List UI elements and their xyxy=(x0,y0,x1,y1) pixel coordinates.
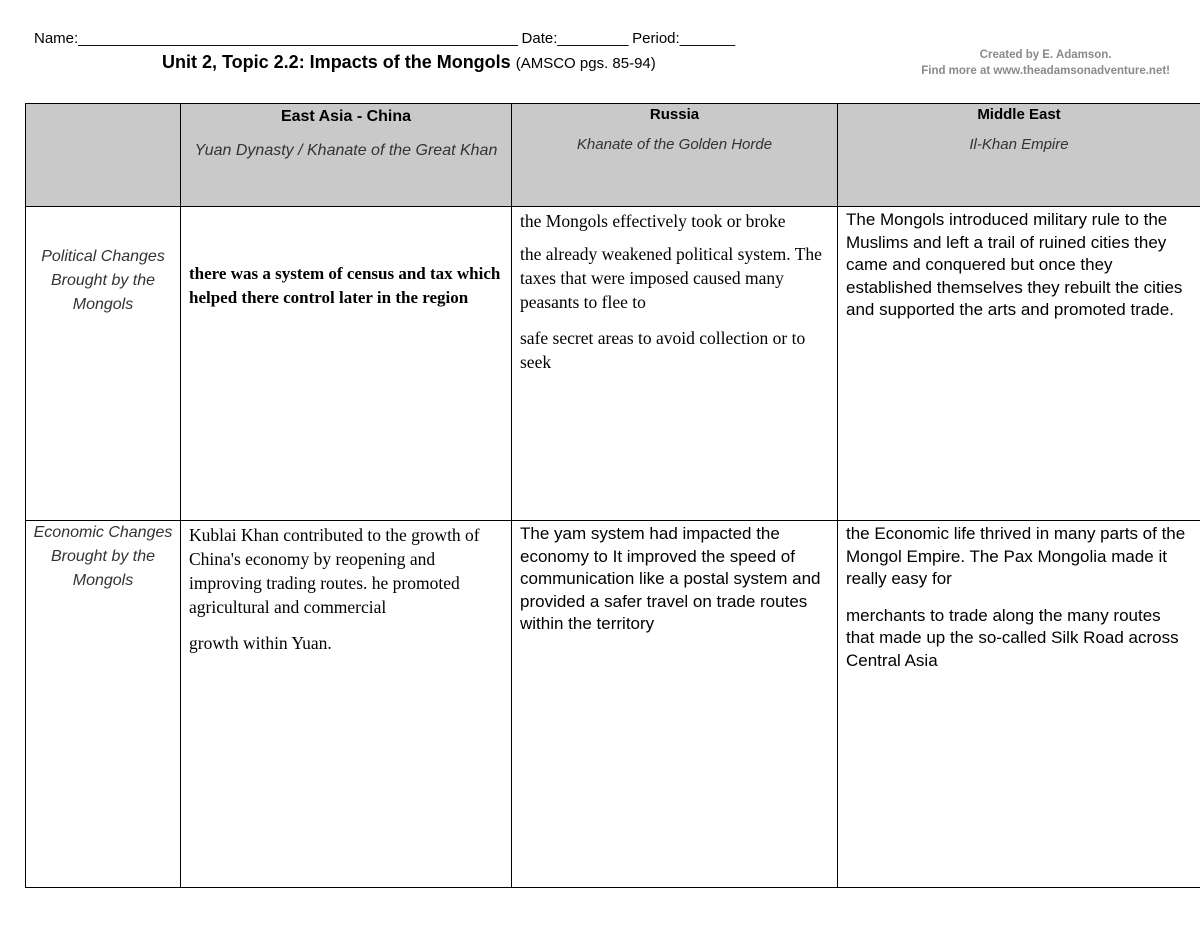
answer-text: safe secret areas to avoid collection or to seek xyxy=(520,328,806,372)
row-label: Economic Changes Brought by the Mongols xyxy=(33,524,173,589)
credit-author: Created by E. Adamson. xyxy=(979,49,1112,61)
column-subtitle: Yuan Dynasty / Khanate of the Great Khan xyxy=(194,142,498,159)
column-header-middle-east xyxy=(838,104,1200,207)
answer-text: the already weakened political system. The taxes that were imposed caused many peasants to flee to xyxy=(520,244,822,312)
student-info-line xyxy=(34,30,735,47)
period-label: Period: xyxy=(632,30,680,47)
answer-text: merchants to trade along the many routes that made up the so-called Silk Road across Central Asia xyxy=(846,605,1179,670)
answer-cell-china-economic[interactable] xyxy=(181,521,512,888)
name-blank[interactable]: ________________________________________________________ xyxy=(78,30,518,47)
column-title: Russia xyxy=(649,106,700,123)
corner-cell xyxy=(26,104,181,207)
column-subtitle: Il-Khan Empire xyxy=(969,136,1069,153)
answer-text: growth within Yuan. xyxy=(189,633,332,653)
column-title: Middle East xyxy=(977,106,1061,123)
answer-cell-middle-east-economic[interactable] xyxy=(838,521,1200,888)
answer-cell-china-political[interactable] xyxy=(181,207,512,521)
answer-text: The Mongols introduced military rule to the Muslims and left a trail of ruined cities they came and conquered but once they established themselves they rebuilt the cities and supported the arts and promoted trade. xyxy=(846,210,1183,319)
row-label-cell xyxy=(26,521,181,888)
page-title xyxy=(162,52,656,73)
credit-website: Find more at www.theadamsonadventure.net! xyxy=(921,65,1170,77)
answer-cell-russia-economic[interactable] xyxy=(512,521,838,888)
column-header-russia xyxy=(512,104,838,207)
column-header-china xyxy=(181,104,512,207)
date-label: Date: xyxy=(521,30,558,47)
row-label: Political Changes Brought by the Mongols xyxy=(41,248,165,313)
title-main: Unit 2, Topic 2.2: Impacts of the Mongols xyxy=(162,52,511,72)
period-blank[interactable]: _______ xyxy=(679,30,735,47)
title-subtitle: (AMSCO pgs. 85-94) xyxy=(515,55,656,72)
name-label: Name: xyxy=(34,30,79,47)
date-blank[interactable]: _________ xyxy=(557,30,628,47)
row-label-cell xyxy=(26,207,181,521)
table-row-economic xyxy=(26,521,1200,888)
table-row-political xyxy=(26,207,1200,521)
answer-cell-russia-political[interactable] xyxy=(512,207,838,521)
comparison-table xyxy=(25,103,1200,888)
answer-text: Kublai Khan contributed to the growth of China's economy by reopening and improving trading routes. he promoted agricultural and commercial xyxy=(189,525,480,617)
credit-note xyxy=(921,47,1170,79)
answer-text: the Mongols effectively took or broke xyxy=(520,211,786,231)
column-subtitle: Khanate of the Golden Horde xyxy=(576,136,773,153)
column-title: East Asia - China xyxy=(280,108,412,125)
answer-text: the Economic life thrived in many parts of the Mongol Empire. The Pax Mongolia made it really easy for xyxy=(846,524,1186,588)
header-row xyxy=(26,104,1200,207)
answer-cell-middle-east-political[interactable] xyxy=(838,207,1200,521)
answer-text: The yam system had impacted the economy to It improved the speed of communication like a postal system and provided a safer travel on trade routes within the territory xyxy=(520,524,821,633)
answer-text: there was a system of census and tax which helped there control later in the region xyxy=(189,264,501,307)
